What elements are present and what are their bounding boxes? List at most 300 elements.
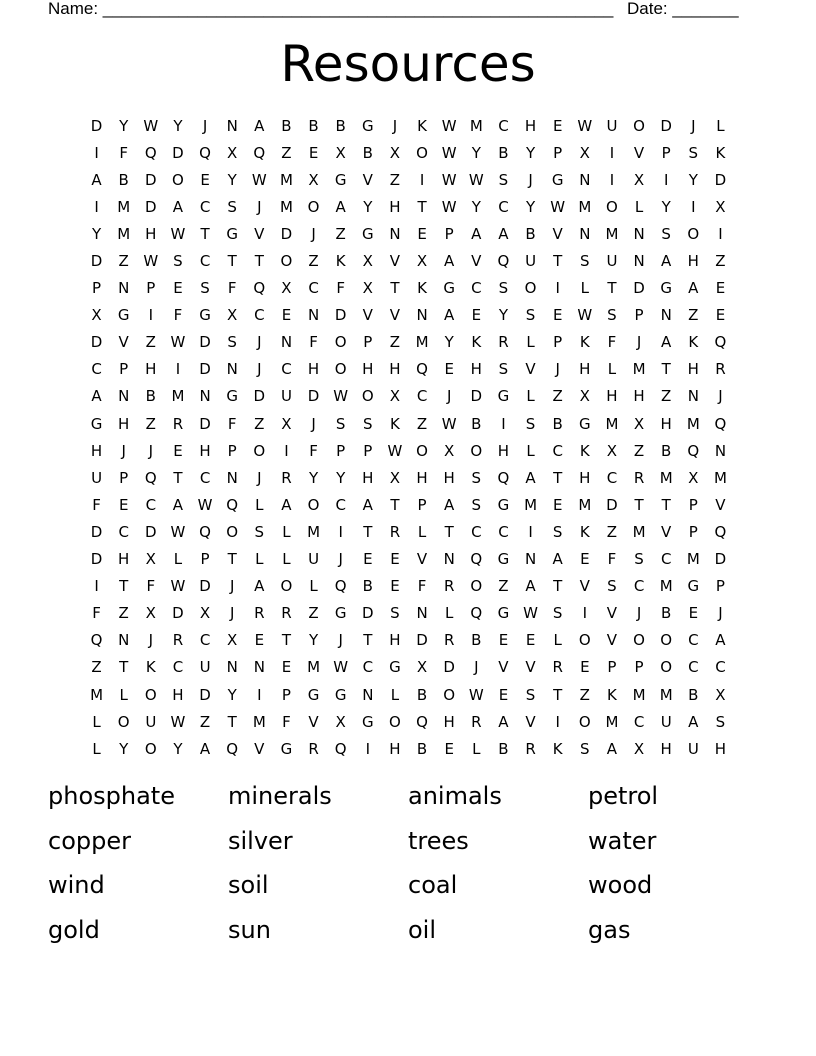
grid-letter: S [715, 712, 726, 731]
grid-letter: Z [661, 387, 672, 406]
grid-letter: W [170, 224, 186, 243]
grid-letter: R [498, 333, 509, 352]
grid-letter: I [148, 306, 154, 325]
grid-letter: B [688, 685, 699, 704]
grid-letter: Q [144, 468, 157, 487]
grid-letter: W [550, 197, 566, 216]
grid-letter: C [660, 550, 672, 569]
grid-letter: P [119, 468, 129, 487]
grid-letter: D [470, 387, 483, 406]
grid-row [83, 329, 734, 356]
grid-letter: J [338, 550, 343, 569]
grid-letter: P [92, 279, 102, 298]
grid-letter: L [553, 631, 562, 650]
grid-letter: X [199, 604, 211, 623]
grid-letter: F [336, 279, 345, 298]
grid-letter: Z [606, 522, 618, 541]
grid-letter: N [714, 441, 727, 460]
grid-letter: W [441, 414, 457, 433]
grid-letter: T [363, 522, 373, 541]
grid-letter: M [686, 550, 700, 569]
grid-letter: V [633, 143, 645, 162]
grid-letter: Z [281, 143, 292, 162]
grid-letter: B [281, 116, 292, 135]
grid-letter: X [389, 387, 401, 406]
grid-letter: P [607, 658, 617, 677]
grid-letter: Q [90, 631, 103, 650]
grid-letter: F [417, 577, 427, 596]
grid-letter: O [660, 631, 673, 650]
grid-letter: K [417, 279, 427, 298]
grid-letter: X [633, 739, 645, 758]
grid-letter: C [633, 712, 645, 731]
grid-letter: L [282, 550, 291, 569]
grid-letter: X [91, 306, 102, 325]
grid-row [83, 600, 734, 627]
grid-letter: T [661, 495, 671, 514]
grid-letter: L [526, 333, 535, 352]
grid-letter: Q [334, 577, 347, 596]
grid-letter: K [390, 414, 400, 433]
grid-letter: X [227, 143, 238, 162]
grid-letter: U [280, 387, 292, 406]
grid-letter: K [688, 333, 699, 352]
grid-letter: B [661, 604, 672, 623]
grid-letter: O [633, 116, 645, 135]
grid-letter: L [255, 495, 264, 514]
grid-letter: D [280, 224, 293, 243]
name-field-line: Name: ______________________________________________________ [48, 0, 614, 18]
grid-letter: P [661, 143, 671, 162]
grid-letter: K [145, 658, 156, 677]
grid-letter: Q [470, 550, 483, 569]
grid-letter: M [713, 468, 727, 487]
grid-letter: K [552, 739, 563, 758]
grid-letter: S [390, 604, 400, 623]
grid-letter: S [607, 577, 617, 596]
grid-letter: L [282, 522, 291, 541]
grid-letter: O [416, 143, 428, 162]
grid-letter: W [577, 306, 593, 325]
grid-letter: W [577, 116, 593, 135]
grid-letter: E [498, 631, 509, 650]
grid-letter: H [172, 685, 184, 704]
grid-letter: J [121, 441, 126, 460]
grid-letter: L [309, 577, 318, 596]
grid-letter: P [200, 550, 210, 569]
grid-letter: J [392, 116, 398, 135]
grid-letter: D [633, 279, 645, 298]
grid-letter: N [118, 387, 130, 406]
grid-letter: B [525, 224, 536, 243]
word-list-item: silver [228, 826, 293, 855]
grid-letter: E [715, 279, 726, 298]
grid-letter: V [389, 306, 401, 325]
word-list-item: phosphate [48, 782, 175, 810]
grid-letter: O [606, 197, 618, 216]
grid-row [83, 735, 734, 762]
grid-letter: J [718, 387, 723, 406]
grid-letter: X [444, 441, 455, 460]
grid-letter: Y [444, 333, 454, 352]
grid-letter: D [199, 577, 211, 596]
grid-letter: B [335, 116, 346, 135]
grid-letter: R [633, 468, 645, 487]
grid-letter: O [524, 279, 537, 298]
grid-letter: C [308, 279, 319, 298]
letter-grid [83, 112, 734, 762]
grid-letter: F [92, 604, 101, 623]
grid-letter: N [253, 658, 265, 677]
grid-letter: P [634, 658, 644, 677]
grid-letter: W [197, 495, 213, 514]
grid-letter: O [144, 685, 157, 704]
grid-letter: T [281, 631, 292, 650]
grid-letter: O [280, 577, 293, 596]
grid-letter: F [92, 495, 101, 514]
grid-letter: L [119, 685, 128, 704]
grid-letter: O [660, 658, 673, 677]
grid-letter: M [605, 414, 619, 433]
grid-letter: F [146, 577, 156, 596]
grid-letter: I [94, 197, 99, 216]
grid-letter: T [553, 252, 563, 271]
grid-letter: E [580, 658, 590, 677]
grid-letter: R [172, 414, 184, 433]
grid-letter: B [362, 143, 373, 162]
grid-letter: S [200, 279, 210, 298]
grid-letter: P [634, 306, 644, 325]
grid-letter: P [363, 441, 373, 460]
grid-letter: W [441, 197, 457, 216]
grid-letter: R [308, 739, 319, 758]
grid-letter: T [227, 712, 237, 731]
grid-letter: H [362, 360, 374, 379]
grid-letter: Y [173, 116, 183, 135]
grid-letter: D [90, 550, 103, 569]
grid-letter: B [416, 685, 428, 704]
grid-letter: X [715, 685, 726, 704]
grid-letter: V [606, 631, 618, 650]
grid-letter: E [552, 495, 563, 514]
grid-letter: S [525, 306, 536, 325]
grid-letter: C [471, 279, 482, 298]
grid-letter: A [335, 197, 346, 216]
grid-letter: O [334, 360, 347, 379]
grid-letter: X [633, 414, 645, 433]
grid-letter: Z [308, 252, 319, 271]
grid-letter: F [282, 712, 291, 731]
grid-letter: H [660, 739, 672, 758]
grid-letter: K [579, 333, 590, 352]
grid-letter: Q [497, 468, 510, 487]
grid-letter: P [715, 577, 725, 596]
grid-letter: X [281, 279, 292, 298]
grid-letter: B [471, 414, 482, 433]
grid-letter: O [470, 577, 483, 596]
grid-letter: S [661, 224, 671, 243]
grid-letter: I [718, 224, 723, 243]
grid-letter: O [307, 495, 320, 514]
grid-letter: K [335, 252, 346, 271]
grid-letter: L [472, 739, 481, 758]
grid-letter: C [91, 360, 102, 379]
grid-row [83, 166, 734, 193]
grid-letter: U [525, 252, 537, 271]
grid-letter: N [633, 252, 645, 271]
grid-letter: G [579, 414, 591, 433]
grid-letter: B [416, 739, 428, 758]
grid-letter: H [145, 224, 157, 243]
grid-letter: O [117, 712, 130, 731]
grid-letter: I [419, 170, 425, 189]
grid-letter: W [468, 685, 484, 704]
grid-letter: S [552, 522, 563, 541]
grid-letter: E [363, 550, 373, 569]
grid-letter: D [145, 522, 157, 541]
grid-letter: L [526, 387, 535, 406]
grid-letter: V [498, 658, 509, 677]
grid-letter: O [334, 333, 347, 352]
grid-letter: A [199, 739, 211, 758]
grid-letter: M [605, 224, 619, 243]
grid-letter: F [227, 414, 237, 433]
grid-letter: Z [389, 333, 401, 352]
grid-letter: L [390, 685, 400, 704]
grid-letter: Y [91, 224, 102, 243]
grid-letter: C [606, 468, 618, 487]
grid-letter: R [552, 658, 563, 677]
word-list-item: soil [228, 871, 269, 899]
grid-letter: A [172, 197, 184, 216]
grid-letter: N [199, 387, 211, 406]
grid-letter: V [525, 658, 536, 677]
grid-letter: C [362, 658, 374, 677]
grid-letter: D [172, 143, 184, 162]
grid-letter: X [389, 468, 401, 487]
grid-letter: W [170, 577, 186, 596]
page-title: Resources [280, 35, 536, 93]
grid-letter: E [715, 306, 726, 325]
grid-letter: E [552, 116, 563, 135]
grid-letter: V [552, 224, 563, 243]
grid-letter: U [606, 252, 618, 271]
grid-row [83, 627, 734, 654]
grid-letter: C [416, 387, 428, 406]
grid-letter: C [199, 631, 211, 650]
grid-letter: H [524, 116, 537, 135]
grid-letter: O [172, 170, 184, 189]
grid-letter: E [254, 631, 265, 650]
grid-letter: K [579, 522, 590, 541]
grid-letter: F [309, 441, 318, 460]
grid-letter: H [389, 360, 401, 379]
grid-letter: J [257, 333, 262, 352]
grid-letter: V [389, 252, 401, 271]
word-list-item: gas [588, 915, 631, 944]
grid-letter: A [362, 495, 373, 514]
grid-letter: B [498, 739, 509, 758]
grid-letter: B [498, 143, 509, 162]
grid-row [83, 410, 734, 437]
grid-letter: W [468, 170, 484, 189]
grid-letter: G [443, 279, 455, 298]
grid-letter: G [307, 685, 320, 704]
grid-letter: M [252, 712, 266, 731]
grid-letter: M [279, 197, 293, 216]
grid-letter: D [90, 522, 103, 541]
grid-letter: Y [525, 143, 536, 162]
grid-letter: J [257, 468, 262, 487]
grid-letter: R [443, 631, 455, 650]
grid-letter: S [227, 333, 237, 352]
grid-letter: W [441, 170, 457, 189]
grid-letter: Y [471, 143, 481, 162]
grid-letter: S [498, 360, 509, 379]
grid-letter: V [254, 224, 265, 243]
grid-letter: X [281, 414, 292, 433]
grid-letter: C [633, 577, 645, 596]
grid-letter: O [578, 631, 591, 650]
grid-row [83, 654, 734, 681]
grid-letter: T [390, 279, 400, 298]
grid-letter: B [118, 170, 129, 189]
grid-letter: T [661, 360, 671, 379]
grid-letter: D [172, 604, 184, 623]
grid-letter: I [555, 712, 560, 731]
grid-letter: L [92, 712, 101, 731]
grid-letter: H [633, 387, 645, 406]
grid-letter: Z [688, 306, 699, 325]
grid-letter: D [253, 387, 266, 406]
grid-letter: X [715, 197, 726, 216]
grid-letter: N [307, 306, 320, 325]
grid-letter: V [579, 577, 590, 596]
grid-letter: I [691, 197, 696, 216]
grid-letter: Q [497, 252, 510, 271]
grid-letter: Y [498, 306, 509, 325]
grid-letter: L [173, 550, 183, 569]
grid-letter: G [362, 224, 374, 243]
grid-letter: S [498, 279, 509, 298]
grid-letter: N [118, 631, 130, 650]
grid-letter: Q [226, 739, 239, 758]
grid-row [83, 356, 734, 383]
grid-letter: M [632, 522, 646, 541]
grid-letter: H [579, 468, 591, 487]
grid-letter: H [145, 360, 157, 379]
grid-letter: W [333, 387, 349, 406]
word-list-item: sun [228, 915, 271, 944]
grid-letter: Q [226, 495, 239, 514]
grid-letter: E [281, 306, 292, 325]
grid-letter: J [257, 360, 262, 379]
grid-letter: F [173, 306, 183, 325]
grid-letter: P [553, 333, 563, 352]
grid-letter: O [307, 197, 320, 216]
grid-letter: M [117, 197, 131, 216]
grid-letter: O [389, 712, 401, 731]
grid-letter: J [257, 197, 262, 216]
grid-letter: U [687, 739, 699, 758]
grid-letter: N [633, 224, 645, 243]
grid-letter: G [334, 170, 347, 189]
grid-letter: I [555, 279, 560, 298]
grid-letter: X [389, 143, 401, 162]
grid-letter: A [688, 712, 699, 731]
grid-letter: L [607, 360, 617, 379]
grid-letter: L [255, 550, 264, 569]
grid-letter: T [173, 468, 183, 487]
grid-letter: I [284, 441, 289, 460]
grid-letter: P [227, 441, 237, 460]
grid-row [83, 247, 734, 274]
grid-letter: Y [661, 197, 671, 216]
grid-letter: O [416, 441, 428, 460]
grid-letter: J [555, 360, 560, 379]
grid-letter: D [714, 550, 727, 569]
grid-letter: S [525, 414, 536, 433]
word-list-item: wind [48, 871, 105, 899]
grid-letter: T [417, 197, 427, 216]
grid-letter: B [308, 116, 319, 135]
grid-letter: C [281, 360, 292, 379]
grid-letter: Q [144, 143, 157, 162]
grid-letter: D [714, 170, 727, 189]
grid-letter: A [281, 495, 292, 514]
grid-letter: G [90, 414, 103, 433]
grid-letter: C [145, 495, 157, 514]
grid-letter: R [281, 468, 292, 487]
grid-letter: M [659, 685, 673, 704]
grid-letter: D [307, 387, 320, 406]
word-list-item: coal [408, 871, 458, 899]
grid-letter: E [118, 495, 129, 514]
grid-letter: B [661, 441, 672, 460]
grid-letter: O [633, 631, 645, 650]
grid-letter: X [362, 252, 373, 271]
grid-letter: S [634, 550, 644, 569]
grid-letter: Z [254, 414, 265, 433]
grid-letter: G [280, 739, 293, 758]
grid-letter: S [471, 468, 482, 487]
grid-row [83, 139, 734, 166]
grid-letter: M [469, 116, 483, 135]
grid-letter: M [686, 414, 700, 433]
grid-letter: U [91, 468, 103, 487]
grid-letter: K [715, 143, 726, 162]
grid-letter: J [311, 414, 316, 433]
grid-letter: S [552, 604, 563, 623]
grid-letter: W [441, 116, 457, 135]
grid-letter: D [90, 116, 103, 135]
grid-letter: M [632, 685, 646, 704]
grid-letter: X [579, 387, 590, 406]
grid-letter: O [578, 712, 591, 731]
grid-letter: I [257, 685, 262, 704]
grid-row [83, 464, 734, 491]
grid-letter: T [390, 495, 400, 514]
grid-letter: E [444, 739, 454, 758]
word-list-item: wood [588, 871, 653, 899]
grid-letter: F [227, 279, 237, 298]
grid-letter: M [171, 387, 185, 406]
grid-letter: C [335, 495, 346, 514]
grid-letter: Q [470, 604, 483, 623]
grid-letter: M [307, 522, 321, 541]
grid-letter: I [582, 604, 588, 623]
grid-letter: Z [633, 441, 645, 460]
